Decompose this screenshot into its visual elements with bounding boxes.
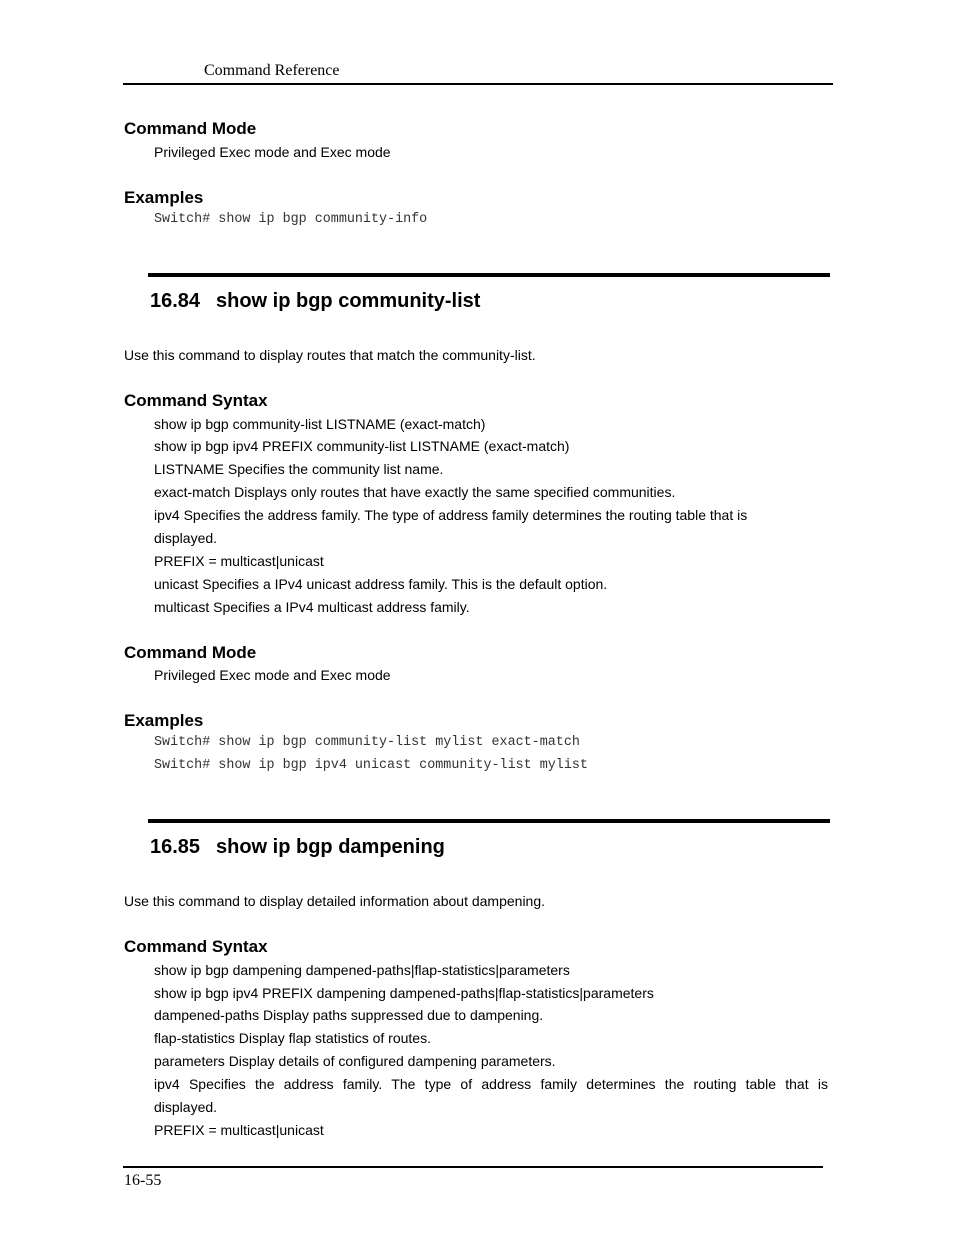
section-title-text: show ip bgp community-list (216, 290, 481, 312)
examples-heading: Examples (124, 711, 204, 730)
syntax-line: dampened-paths Display paths suppressed due to dampening. (154, 1007, 544, 1023)
syntax-line: unicast Specifies a IPv4 unicast address family. This is the default option. (154, 576, 608, 592)
syntax-line: parameters Display details of configured dampening parameters. (154, 1053, 556, 1069)
header-rule (123, 83, 833, 85)
syntax-line: displayed. (154, 1099, 218, 1115)
syntax-line: multicast Specifies a IPv4 multicast address family. (154, 599, 470, 615)
footer-rule (123, 1166, 823, 1168)
command-mode-text: Privileged Exec mode and Exec mode (154, 144, 391, 160)
syntax-line: show ip bgp ipv4 PREFIX community-list LISTNAME (exact-match) (154, 438, 570, 454)
section-rule (148, 819, 830, 823)
section-number: 16.85 (150, 836, 201, 858)
section-description: Use this command to display detailed information about dampening. (124, 893, 546, 909)
section-number: 16.84 (150, 290, 201, 312)
syntax-line: show ip bgp ipv4 PREFIX dampening dampened-paths|flap-statistics|parameters (154, 985, 654, 1001)
example-line: Switch# show ip bgp ipv4 unicast community-list mylist (154, 758, 588, 773)
command-mode-text: Privileged Exec mode and Exec mode (154, 667, 391, 683)
command-syntax-heading: Command Syntax (124, 937, 268, 956)
command-syntax-heading: Command Syntax (124, 391, 268, 410)
command-mode-heading: Command Mode (124, 643, 257, 662)
syntax-line: show ip bgp community-list LISTNAME (exact-match) (154, 416, 486, 432)
example-line: Switch# show ip bgp community-info (154, 212, 428, 227)
section-rule (148, 273, 830, 277)
example-line: Switch# show ip bgp community-list mylist exact-match (154, 735, 580, 750)
section-title-text: show ip bgp dampening (216, 836, 445, 858)
section-title-16-85 (150, 836, 445, 859)
section-description: Use this command to display routes that match the community-list. (124, 347, 536, 363)
syntax-line: ipv4 Specifies the address family. The type of address family determines the routing table that is (154, 1076, 828, 1092)
syntax-line: flap-statistics Display flap statistics of routes. (154, 1030, 431, 1046)
running-header: Command Reference (204, 62, 340, 79)
section-title-16-84 (150, 290, 480, 313)
examples-heading: Examples (124, 188, 204, 207)
syntax-line: show ip bgp dampening dampened-paths|flap-statistics|parameters (154, 962, 570, 978)
syntax-line: exact-match Displays only routes that have exactly the same specified communities. (154, 484, 676, 500)
syntax-line: PREFIX = multicast|unicast (154, 1122, 324, 1138)
syntax-line: ipv4 Specifies the address family. The type of address family determines the routing table that is (154, 507, 748, 523)
command-mode-heading: Command Mode (124, 119, 257, 138)
syntax-line: displayed. (154, 530, 218, 546)
page-number: 16-55 (124, 1172, 162, 1189)
syntax-line: PREFIX = multicast|unicast (154, 553, 324, 569)
syntax-line: LISTNAME Specifies the community list name. (154, 461, 444, 477)
